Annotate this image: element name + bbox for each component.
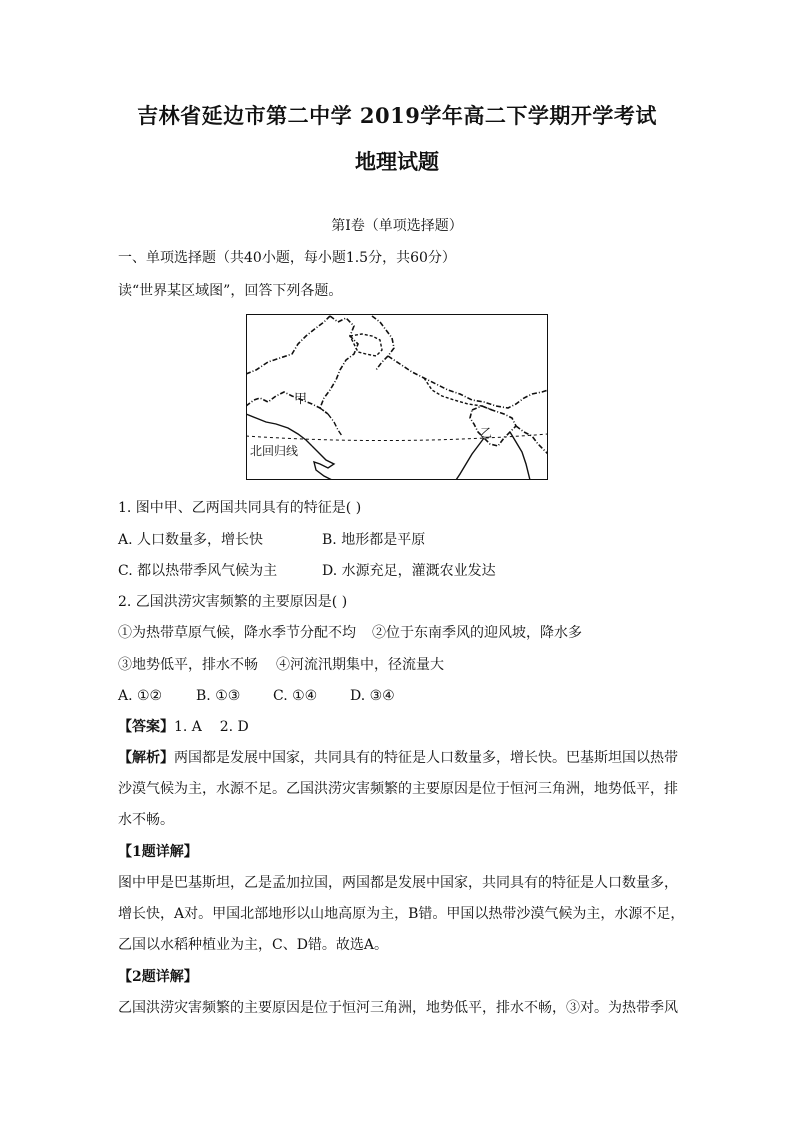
q2-item-4: ④河流汛期集中，径流量大: [276, 657, 444, 673]
answer-label: 【答案】: [118, 719, 174, 735]
section-heading: 第Ⅰ卷（单项选择题）: [331, 218, 463, 234]
detail2-label: 【2题详解】: [118, 969, 198, 985]
q2-option-c: C. ①④: [273, 688, 318, 704]
detail1-label: 【1题详解】: [118, 844, 198, 860]
q2-option-a: A. ①②: [118, 688, 163, 704]
q1-option-a: A. 人口数量多，增长快: [118, 532, 264, 548]
answer-line: [118, 717, 688, 737]
document-subtitle: 地理试题: [355, 149, 439, 174]
answer-text: 1. A 2. D: [174, 719, 249, 735]
q1-option-d: D. 水源充足，灌溉农业发达: [322, 563, 496, 579]
q2-item-3: ③地势低平，排水不畅: [118, 657, 258, 673]
map-label-jia: 甲: [294, 392, 308, 407]
analysis-line-2: 沙漠气候为主，水源不足。乙国洪涝灾害频繁的主要原因是位于恒河三角洲，地势低平，排: [118, 781, 678, 797]
document-title: 吉林省延边市第二中学 2019学年高二下学期开学考试: [137, 103, 657, 128]
analysis-text-1: 两国都是发展中国家，共同具有的特征是人口数量多，增长快。巴基斯坦国以热带: [174, 750, 678, 766]
detail1-line-1: 图中甲是巴基斯坦，乙是孟加拉国，两国都是发展中国家，共同具有的特征是人口数量多，: [118, 875, 678, 891]
detail1-line-2: 增长快，A对。甲国北部地形以山地高原为主，B错。甲国以热带沙漠气候为主，水源不足，: [118, 906, 685, 922]
part-heading: 一、单项选择题（共40小题，每小题1.5分，共60分）: [118, 250, 456, 266]
q2-stem: 2. 乙国洪涝灾害频繁的主要原因是( ): [118, 594, 348, 610]
question-intro: 读“世界某区域图”，回答下列各题。: [118, 283, 343, 299]
q1-stem: 1. 图中甲、乙两国共同具有的特征是( ): [118, 500, 362, 516]
q2-option-b: B. ①③: [196, 688, 241, 704]
q2-item-2: ②位于东南季风的迎风坡，降水多: [372, 625, 582, 641]
analysis-label: 【解析】: [118, 750, 174, 766]
region-map: [246, 314, 548, 480]
map-label-yi: 乙: [480, 426, 493, 440]
map-label-tropic: 北回归线: [250, 444, 299, 458]
q1-option-c: C. 都以热带季风气候为主: [118, 563, 278, 579]
analysis-line-3: 水不畅。: [118, 812, 174, 828]
q1-option-b: B. 地形都是平原: [322, 532, 426, 548]
detail2-line-1: 乙国洪涝灾害频繁的主要原因是位于恒河三角洲，地势低平，排水不畅，③对。为热带季风: [118, 1000, 678, 1016]
q2-option-d: D. ③④: [350, 688, 395, 704]
detail1-line-3: 乙国以水稻种植业为主，C、D错。故选A。: [118, 937, 389, 953]
analysis-line-1: [118, 748, 688, 768]
q2-item-1: ①为热带草原气候，降水季节分配不均: [118, 625, 356, 641]
